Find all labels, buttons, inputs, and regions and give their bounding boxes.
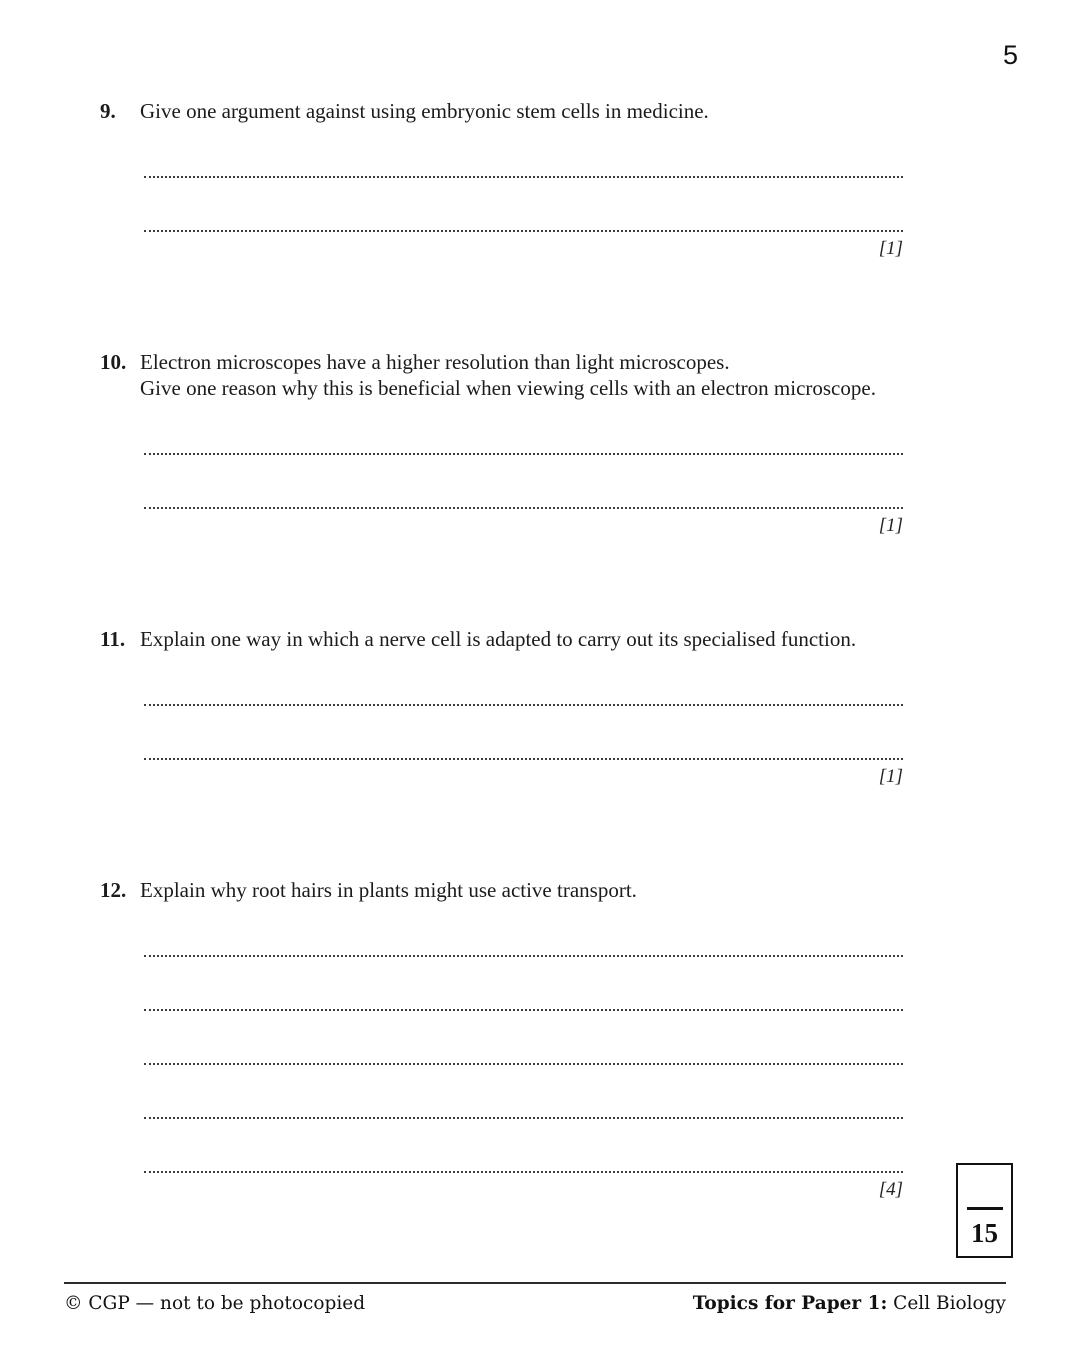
footer-section-title	[693, 1293, 1006, 1314]
answer-area	[140, 124, 903, 232]
answer-area	[140, 401, 903, 509]
page-footer	[64, 1282, 1006, 1314]
answer-dotted-line	[144, 706, 903, 760]
answer-dotted-line	[144, 178, 903, 232]
answer-area	[140, 903, 903, 1173]
answer-dotted-line	[144, 1065, 903, 1119]
question-text	[140, 626, 903, 652]
marks-label: [1]	[878, 238, 903, 259]
answer-dotted-line	[144, 455, 903, 509]
question-block	[100, 877, 903, 1205]
answer-dotted-line	[144, 903, 903, 957]
question-number: 9.	[100, 99, 116, 123]
page-number: 5	[1002, 40, 1018, 70]
answer-dotted-line	[144, 401, 903, 455]
footer-section-title-bold: Topics for Paper 1:	[692, 1293, 888, 1314]
question-text-line: Explain one way in which a nerve cell is adapted to carry out its specialised function.	[140, 627, 857, 651]
question-text-line: Electron microscopes have a higher resolution than light microscopes.	[140, 350, 730, 374]
question-text	[140, 349, 903, 401]
question-text	[140, 877, 903, 903]
question-block	[100, 349, 903, 541]
question-block	[100, 626, 903, 792]
question-text-line: Give one reason why this is beneficial when viewing cells with an electron microscope.	[140, 376, 876, 400]
question-block	[100, 98, 903, 264]
answer-dotted-line	[144, 652, 903, 706]
answer-dotted-line	[144, 957, 903, 1011]
question-number: 10.	[100, 350, 127, 374]
marks-label: [1]	[878, 766, 903, 787]
question-number: 12.	[100, 878, 127, 902]
total-marks-box	[956, 1163, 1013, 1258]
question-text-line: Explain why root hairs in plants might use active transport.	[140, 878, 637, 902]
answer-dotted-line	[144, 124, 903, 178]
marks-label: [4]	[878, 1179, 903, 1200]
footer-section-title-regular: Cell Biology	[887, 1293, 1006, 1314]
marks-label: [1]	[878, 515, 903, 536]
answer-dotted-line	[144, 1011, 903, 1065]
questions-area	[100, 98, 903, 1290]
answer-area	[140, 652, 903, 760]
question-text	[140, 98, 903, 124]
question-text-line: Give one argument against using embryonic stem cells in medicine.	[140, 99, 709, 123]
question-number: 11.	[100, 627, 126, 651]
answer-dotted-line	[144, 1119, 903, 1173]
copyright-notice: © CGP — not to be photocopied	[64, 1293, 366, 1314]
score-line	[967, 1207, 1003, 1210]
total-marks-value: 15	[971, 1218, 998, 1248]
